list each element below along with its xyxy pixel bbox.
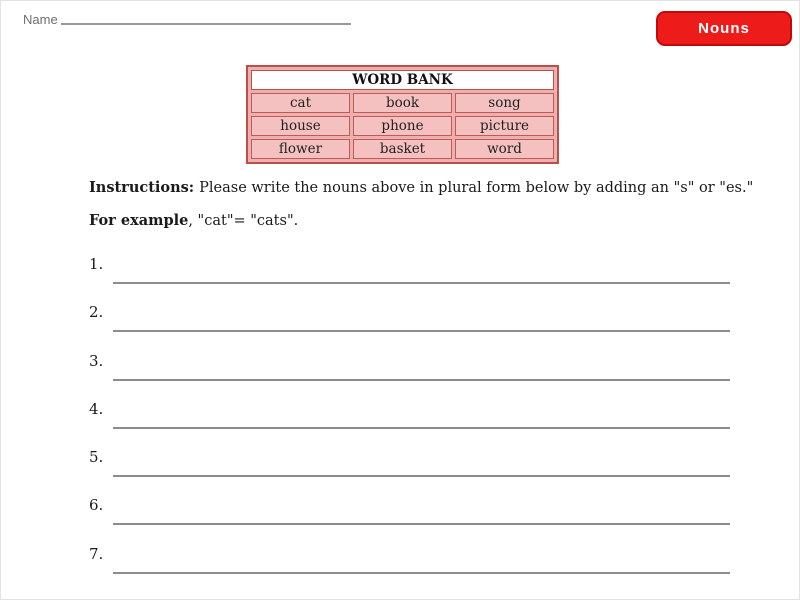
answer-number: 5. — [89, 448, 104, 467]
answer-number: 2. — [89, 303, 104, 322]
word-bank-word-book: book — [353, 93, 452, 113]
word-bank-table — [246, 65, 559, 164]
word-bank-word-flower: flower — [251, 139, 350, 159]
answer-row-7 — [89, 544, 730, 574]
word-bank-word-word: word — [455, 139, 554, 159]
answer-line-3[interactable] — [113, 351, 730, 381]
answer-row-4 — [89, 399, 730, 429]
instructions-text — [89, 179, 753, 196]
answer-line-1[interactable] — [113, 254, 730, 284]
answer-number: 3. — [89, 351, 104, 370]
name-input-line[interactable] — [61, 3, 351, 25]
answer-line-7[interactable] — [113, 544, 730, 574]
nouns-button[interactable]: Nouns — [656, 11, 792, 46]
answer-number: 4. — [89, 399, 104, 418]
word-bank-word-song: song — [455, 93, 554, 113]
instructions-body: Please write the nouns above in plural form below by adding an "s" or "es." — [199, 180, 754, 196]
answer-line-4[interactable] — [113, 399, 730, 429]
word-bank-word-house: house — [251, 116, 350, 136]
word-bank-word-picture: picture — [455, 116, 554, 136]
answer-list — [89, 254, 730, 592]
example-text — [89, 212, 298, 229]
instructions-label: Instructions: — [89, 179, 195, 196]
example-label: For example — [89, 212, 189, 229]
answer-row-2 — [89, 302, 730, 332]
answer-line-5[interactable] — [113, 447, 730, 477]
answer-row-5 — [89, 447, 730, 477]
answer-number: 6. — [89, 496, 104, 515]
word-bank-word-basket: basket — [353, 139, 452, 159]
example-body: , "cat"= "cats". — [188, 213, 299, 229]
word-bank-title: WORD BANK — [251, 70, 554, 90]
answer-row-6 — [89, 495, 730, 525]
answer-row-3 — [89, 351, 730, 381]
word-bank-word-phone: phone — [353, 116, 452, 136]
answer-line-6[interactable] — [113, 495, 730, 525]
answer-line-2[interactable] — [113, 302, 730, 332]
answer-number: 1. — [89, 255, 104, 273]
answer-row-1 — [89, 254, 730, 284]
word-bank-word-cat: cat — [251, 93, 350, 113]
name-label: Name — [23, 12, 58, 27]
answer-number: 7. — [89, 544, 104, 563]
